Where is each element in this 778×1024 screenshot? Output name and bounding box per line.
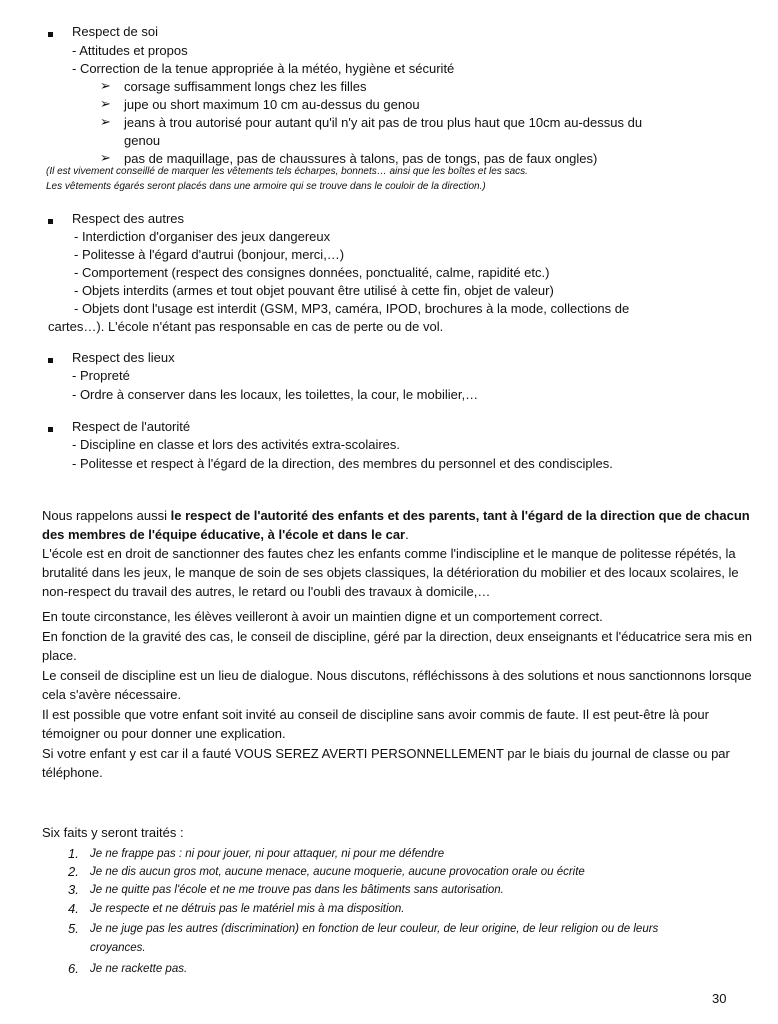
square-bullet-icon — [48, 358, 53, 363]
section-heading-others: Respect des autres — [72, 211, 185, 226]
self-note-2: Les vêtements égarés seront placés dans une armoire qui se trouve dans le couloir de la direction.) — [46, 181, 486, 192]
section-heading-self: Respect de soi — [72, 24, 158, 39]
reminder-paragraph — [42, 506, 758, 544]
authority-line-2: - Politesse et respect à l'égard de la direction, des membres du personnel et des condisciples. — [72, 456, 613, 471]
fact-number: 4. — [68, 901, 79, 916]
sanctions-paragraph: L'école est en droit de sanctionner des fautes chez les enfants comme l'indiscipline et le manque de politesse répétés, la brutalité dans les jeux, le manque de soin de ses objets classiques, la détérioration du mobilier et des locaux scolaires, le non-respect du travail des autres, le retard ou l'oubli des travaux à domicile,… — [42, 546, 739, 599]
self-subitem-4: pas de maquillage, pas de chaussures à talons, pas de tongs, pas de faux ongles) — [124, 151, 598, 166]
fact-number: 5. — [68, 921, 79, 936]
arrowhead-bullet-icon: ➢ — [100, 115, 111, 130]
section-heading-places: Respect des lieux — [72, 350, 175, 365]
section-heading-authority: Respect de l'autorité — [72, 419, 191, 434]
council-paragraph-4: Il est possible que votre enfant soit invité au conseil de discipline sans avoir commis de faute. Il est peut-être là pour témoigner ou pour donner une explication. — [42, 707, 709, 741]
council-paragraph-3: Le conseil de discipline est un lieu de dialogue. Nous discutons, réfléchissons à des solutions et nous sanctionnons lorsque cela s'avère nécessaire. — [42, 668, 752, 702]
authority-line-1: - Discipline en classe et lors des activités extra-scolaires. — [72, 437, 401, 452]
arrowhead-bullet-icon: ➢ — [100, 79, 111, 94]
arrowhead-bullet-icon: ➢ — [100, 151, 111, 166]
fact-number: 6. — [68, 961, 79, 976]
fact-number: 2. — [68, 864, 79, 879]
others-line-6: cartes…). L'école n'étant pas responsable en cas de perte ou de vol. — [48, 319, 444, 334]
others-line-1: - Interdiction d'organiser des jeux dangereux — [74, 229, 331, 244]
fact-item: Je ne quitte pas l'école et ne me trouve pas dans les bâtiments sans autorisation. — [90, 884, 504, 896]
self-note-1: (Il est vivement conseillé de marquer les vêtements tels écharpes, bonnets… ainsi que les boîtes et les sacs. — [46, 166, 528, 177]
square-bullet-icon — [48, 219, 53, 224]
council-paragraph-1: En toute circonstance, les élèves veilleront à avoir un maintien digne et un comportement correct. — [42, 609, 603, 624]
fact-number: 1. — [68, 846, 79, 861]
fact-item: Je ne juge pas les autres (discrimination) en fonction de leur couleur, de leur origine, de leur religion ou de leurs — [90, 923, 659, 935]
places-line-1: - Propreté — [72, 368, 130, 383]
council-paragraph-5: Si votre enfant y est car il a fauté VOUS SEREZ AVERTI PERSONNELLEMENT par le biais du journal de classe ou par téléphone. — [42, 746, 730, 780]
self-subitem-2: jupe ou short maximum 10 cm au-dessus du genou — [124, 97, 420, 112]
reminder-tail: . — [405, 527, 409, 542]
places-line-2: - Ordre à conserver dans les locaux, les toilettes, la cour, le mobilier,… — [72, 387, 479, 402]
page-number: 30 — [712, 991, 727, 1006]
square-bullet-icon — [48, 427, 53, 432]
others-line-4: - Objets interdits (armes et tout objet pouvant être utilisé à cette fin, objet de valeur) — [74, 283, 554, 298]
fact-item-cont: croyances. — [90, 942, 146, 954]
others-line-3: - Comportement (respect des consignes données, ponctualité, calme, rapidité etc.) — [74, 265, 550, 280]
square-bullet-icon — [48, 32, 53, 37]
self-subitem-1: corsage suffisamment longs chez les filles — [124, 79, 367, 94]
self-line-1: - Attitudes et propos — [72, 43, 188, 58]
self-subitem-3: jeans à trou autorisé pour autant qu'il n'y ait pas de trou plus haut que 10cm au-dessus du — [124, 115, 643, 130]
fact-item: Je ne frappe pas : ni pour jouer, ni pour attaquer, ni pour me défendre — [90, 848, 445, 860]
reminder-lead: Nous rappelons aussi — [42, 508, 171, 523]
facts-intro: Six faits y seront traités : — [42, 825, 184, 840]
fact-item: Je ne dis aucun gros mot, aucune menace, aucune moquerie, aucune provocation orale ou écrite — [90, 866, 585, 878]
fact-number: 3. — [68, 882, 79, 897]
others-line-5: - Objets dont l'usage est interdit (GSM, MP3, caméra, IPOD, brochures à la mode, collections de — [74, 301, 630, 316]
self-subitem-3-cont: genou — [124, 133, 161, 148]
self-line-2: - Correction de la tenue appropriée à la météo, hygiène et sécurité — [72, 61, 455, 76]
fact-item: Je respecte et ne détruis pas le matériel mis à ma disposition. — [90, 903, 405, 915]
reminder-bold: le respect de l'autorité des enfants et des parents, tant à l'égard de la direction que de chacun des membres de l'équipe éducative, à l'école et dans le car — [42, 508, 750, 542]
council-paragraph-2: En fonction de la gravité des cas, le conseil de discipline, géré par la direction, deux enseignants et l'éducatrice sera mis en place. — [42, 629, 752, 663]
fact-item: Je ne rackette pas. — [90, 963, 188, 975]
arrowhead-bullet-icon: ➢ — [100, 97, 111, 112]
others-line-2: - Politesse à l'égard d'autrui (bonjour, merci,…) — [74, 247, 345, 262]
